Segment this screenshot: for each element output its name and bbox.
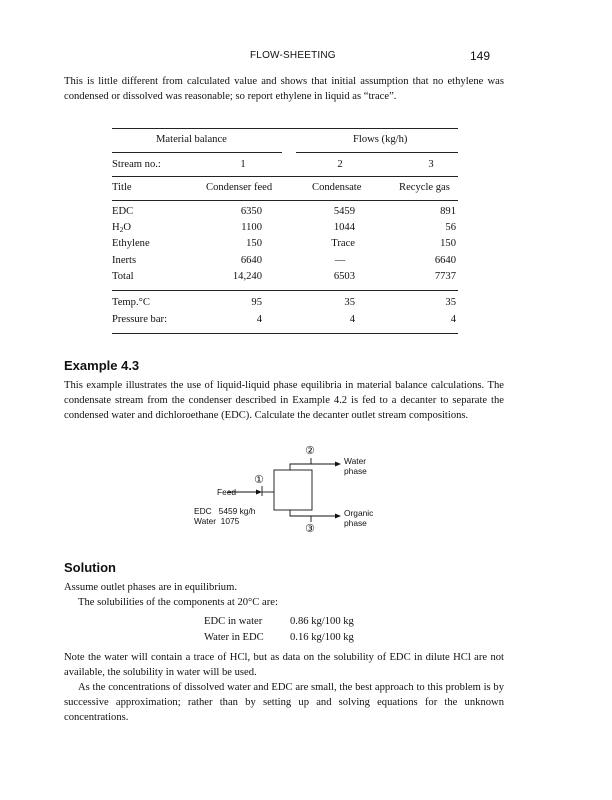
table-rule [112, 176, 458, 177]
table-rule [112, 200, 458, 201]
title-stream-1: Condenser feed [206, 182, 273, 193]
solution-heading: Solution [64, 560, 116, 575]
stream-number-1: 1 [240, 159, 246, 170]
organic-phase-label-2: phase [344, 518, 367, 528]
row-value: 150 [440, 238, 456, 249]
table-header-right: Flows (kg/h) [353, 134, 408, 145]
condition-name: Temp.°C [112, 297, 150, 308]
table-bottom-rule [112, 333, 458, 334]
organic-outlet-line [290, 510, 337, 516]
water-arrowhead [335, 462, 341, 467]
water-phase-label-2: phase [344, 466, 367, 476]
intro-paragraph: This is little different from calculated value and shows that initial assumption that no ethylene was condensed or dissolved was reasonable; so report ethylene in liquid as “trace”. [64, 76, 504, 102]
stream-marker-3: ③ [305, 523, 315, 535]
organic-phase-label-1: Organic [344, 508, 374, 518]
stream-marker-2: ② [305, 445, 315, 457]
condition-value: 35 [344, 297, 355, 308]
solubility-value: 0.16 kg/100 kg [290, 632, 354, 643]
decanter-diagram [190, 446, 410, 546]
row-value: 56 [445, 222, 456, 233]
table-top-rule [112, 128, 458, 129]
stream-number-2: 2 [337, 159, 343, 170]
row-value: 5459 [333, 206, 355, 217]
row-value: 6350 [240, 206, 262, 217]
table-header-underline-right [296, 152, 458, 153]
condition-value: 4 [256, 314, 262, 325]
row-value: — [334, 255, 346, 266]
feed-arrowhead [256, 490, 262, 495]
solution-line-1: Assume outlet phases are in equilibrium. [64, 582, 237, 593]
row-value: 1044 [333, 222, 355, 233]
title-stream-2: Condensate [312, 182, 362, 193]
row-value: Trace [331, 238, 355, 249]
water-phase-label-1: Water [344, 456, 367, 466]
row-value: 6640 [240, 255, 262, 266]
stream-label: Stream no.: [112, 159, 161, 170]
stream-number-3: 3 [428, 159, 434, 170]
row-value: 7737 [434, 271, 456, 282]
page-number: 149 [470, 49, 491, 63]
row-value: 1100 [241, 222, 262, 233]
row-name: Ethylene [112, 238, 150, 249]
solubility-name: EDC in water [204, 616, 263, 627]
table-header-underline [112, 152, 282, 153]
feed-water-label: Water 1075 [194, 516, 240, 526]
condition-value: 4 [349, 314, 355, 325]
feed-label: Feed [217, 487, 237, 497]
row-value: 150 [246, 238, 262, 249]
decanter-vessel [274, 470, 312, 510]
condition-value: 95 [251, 297, 262, 308]
condition-value: 4 [450, 314, 456, 325]
solubility-value: 0.86 kg/100 kg [290, 616, 354, 627]
title-stream-3: Recycle gas [399, 182, 450, 193]
row-name: Total [112, 271, 134, 282]
h2o-main: H [112, 222, 120, 233]
running-title: FLOW-SHEETING [250, 50, 336, 61]
example-heading: Example 4.3 [64, 358, 140, 373]
condition-name: Pressure bar: [112, 314, 168, 325]
table-rule [112, 290, 458, 291]
feed-edc-label: EDC 5459 kg/h [194, 506, 256, 516]
table-header-left: Material balance [156, 134, 227, 145]
material-balance-table [112, 128, 458, 340]
condition-value: 35 [445, 297, 456, 308]
row-name: EDC [112, 206, 134, 217]
solubility-name: Water in EDC [204, 632, 264, 643]
solution-paragraph-1: Note the water will contain a trace of HCl, but as data on the solubility of EDC in dilute HCl are not available, the solubility in water will be used. [64, 652, 504, 678]
row-name: Inerts [112, 255, 137, 266]
water-outlet-line [290, 464, 337, 470]
row-value: 14,240 [232, 271, 262, 282]
title-label: Title [112, 182, 132, 193]
row-name-h2o [112, 222, 131, 233]
solution-paragraph-2: As the concentrations of dissolved water and EDC are small, the best approach to this problem is by successive approximation; rather than by setting up and solving equations for the unknown concentrations. [64, 682, 504, 723]
row-value: 6503 [333, 271, 355, 282]
solution-line-2: The solubilities of the components at 20°C are: [78, 597, 278, 608]
row-value: 6640 [434, 255, 456, 266]
row-value: 891 [440, 206, 456, 217]
organic-arrowhead [335, 514, 341, 519]
h2o-subscript: 2 [119, 225, 124, 234]
h2o-tail: O [123, 222, 132, 233]
stream-marker-1: ① [254, 474, 264, 486]
example-paragraph: This example illustrates the use of liquid-liquid phase equilibria in material balance calculations. The condensate stream from the condenser described in Example 4.2 is fed to a decanter to separate the condensed water and dichloroethane (EDC). Calculate the decanter outlet stream compositions. [64, 380, 504, 421]
